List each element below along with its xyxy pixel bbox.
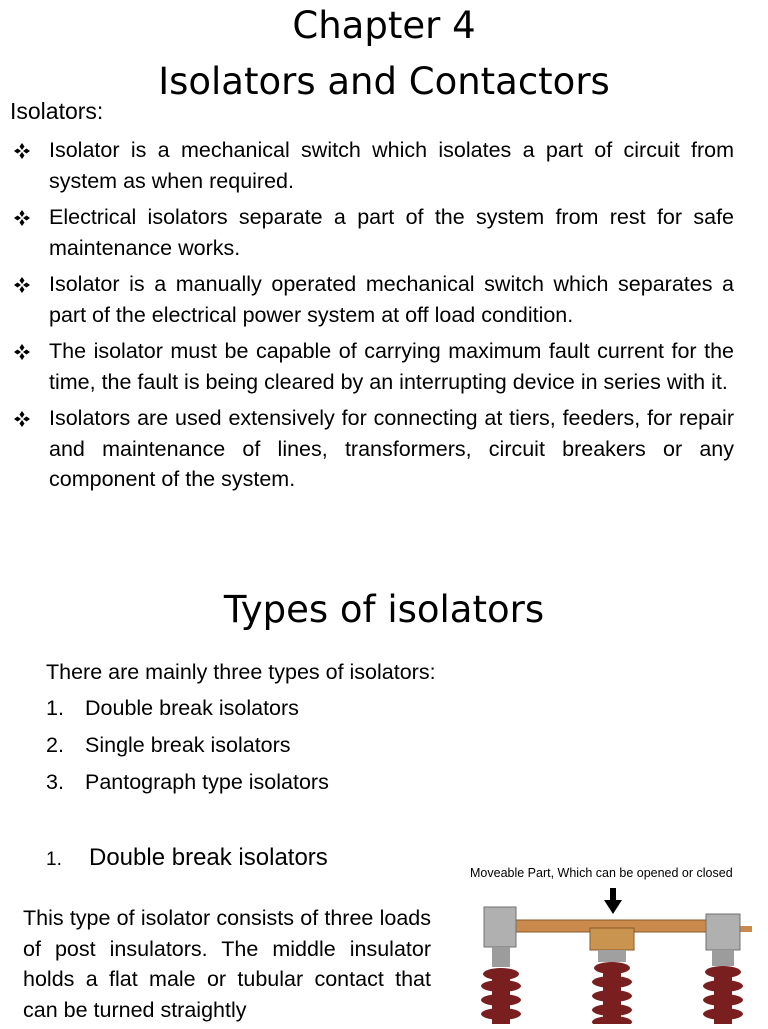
list-number: 2. <box>46 733 64 757</box>
right-clamp-base <box>712 950 734 966</box>
page-title: Isolators and Contactors <box>158 60 610 103</box>
list-item <box>46 727 329 764</box>
figure-caption: Moveable Part, Which can be opened or closed <box>470 866 733 880</box>
bullet-text: The isolator must be capable of carrying maximum fault current for the time, the fault is being cleared by an interrupting device in series with it. <box>49 339 734 394</box>
bullet-text: Isolator is a manually operated mechanical switch which separates a part of the electrical power system at off load condition. <box>49 272 734 327</box>
bullet-item <box>10 403 734 495</box>
diamond-bullet-icon <box>13 410 31 428</box>
right-clamp <box>706 914 740 950</box>
bullet-text: Isolator is a mechanical switch which isolates a part of circuit from system as when required. <box>49 138 734 193</box>
list-number: 3. <box>46 770 64 794</box>
diamond-bullet-icon <box>13 343 31 361</box>
bullet-item <box>10 336 734 397</box>
chapter-label: Chapter 4 <box>292 4 476 47</box>
list-number: 1. <box>46 696 64 720</box>
bullet-item <box>10 202 734 263</box>
list-text: Double break isolators <box>85 696 299 720</box>
left-clamp <box>484 907 516 947</box>
list-text: Pantograph type isolators <box>85 770 329 794</box>
arrow-down-icon <box>604 888 622 914</box>
middle-insulator <box>592 962 632 1024</box>
isolator-bullet-list <box>10 135 734 501</box>
diamond-bullet-icon <box>13 276 31 294</box>
isolator-illustration <box>462 862 768 1024</box>
types-intro: There are mainly three types of isolators: <box>46 660 436 684</box>
left-insulator <box>481 968 521 1024</box>
list-text: Single break isolators <box>85 733 291 757</box>
bullet-item <box>10 269 734 330</box>
list-item <box>46 764 329 801</box>
heading-number: 1. <box>46 849 62 870</box>
bullet-text: Electrical isolators separate a part of the system from rest for safe maintenance works. <box>49 205 734 260</box>
double-break-heading <box>46 844 328 872</box>
middle-base <box>598 950 626 962</box>
section-label-isolators: Isolators: <box>10 98 104 124</box>
middle-contact <box>590 928 634 950</box>
double-break-paragraph: This type of isolator consists of three loads of post insulators. The middle insulator holds a flat male or tubular contact that can be turned straightly <box>23 906 431 1022</box>
diamond-bullet-icon <box>13 209 31 227</box>
right-insulator <box>703 966 743 1024</box>
diamond-bullet-icon <box>13 142 31 160</box>
types-section-title: Types of isolators <box>223 588 545 631</box>
types-numbered-list <box>46 690 329 801</box>
bullet-item <box>10 135 734 196</box>
double-break-isolator-figure <box>462 862 768 1024</box>
heading-text: Double break isolators <box>89 844 328 871</box>
left-clamp-base <box>492 947 510 967</box>
list-item <box>46 690 329 727</box>
bullet-text: Isolators are used extensively for connecting at tiers, feeders, for repair and maintenance of lines, transformers, circuit breakers or any component of the system. <box>49 406 734 491</box>
